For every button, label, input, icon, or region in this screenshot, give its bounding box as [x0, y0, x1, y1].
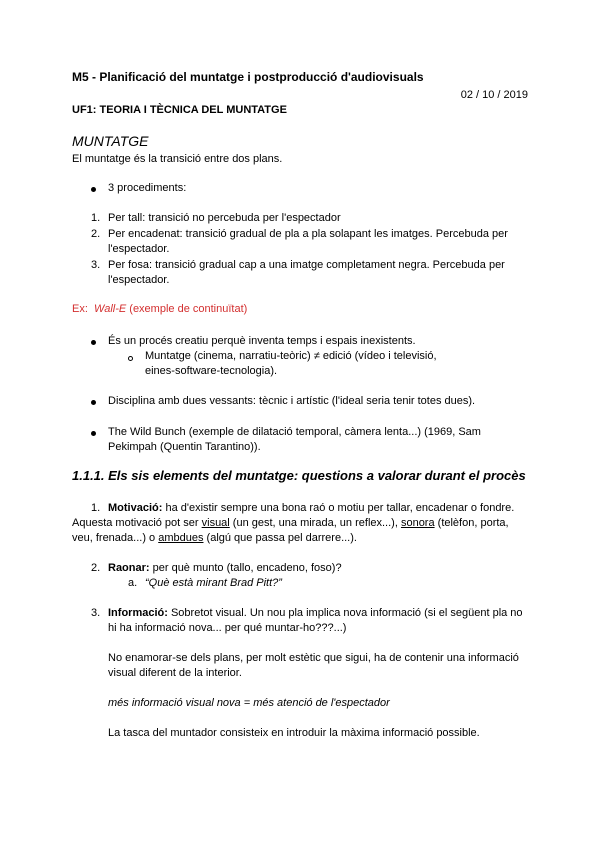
bullet-wild-bunch-continued: Pekimpah (Quentin Tarantino)).: [108, 441, 261, 453]
bullet-marker: [91, 340, 96, 345]
element-text: Aquesta motivació pot ser: [72, 517, 202, 529]
element-text: per què munto (tallo, encadeno, foso)?: [149, 562, 342, 574]
keyword-ambdues: ambdues: [158, 532, 204, 544]
informacio-formula: més informació visual nova = més atenció de l'espectador: [108, 697, 390, 709]
sub-bullet-muntatge-edicio: Muntatge (cinema, narratiu-teòric) ≠ edició (vídeo i televisió,: [145, 350, 437, 362]
document-date: 02 / 10 / 2019: [460, 89, 528, 101]
element-text: veu, frenada...) o: [72, 532, 159, 544]
element-text: Sobretot visual. Un nou pla implica nova informació (si el següent pla no: [167, 607, 523, 619]
list-item-continued: l'espectador.: [108, 243, 170, 255]
informacio-conclusion: La tasca del muntador consisteix en introduir la màxima informació possible.: [108, 727, 480, 739]
sub-item-quote: “Què està mirant Brad Pitt?”: [145, 577, 282, 589]
document-title: [72, 70, 424, 84]
course-code: M5: [72, 70, 89, 84]
element-text: (un gest, una mirada, un reflex...),: [229, 517, 401, 529]
list-item-number: 3.: [91, 259, 101, 271]
keyword-visual: visual: [201, 517, 230, 529]
list-item-continued: l'espectador.: [108, 274, 170, 286]
bullet-creative-process: És un procés creatiu perquè inventa temps i espais inexistents.: [108, 335, 416, 347]
definition-text: El muntatge és la transició entre dos plans.: [72, 153, 283, 165]
bullet-marker: [91, 400, 96, 405]
informacio-paragraph: No enamorar-se dels plans, per molt estètic que sigui, ha de contenir una informació: [108, 652, 519, 664]
list-item-number: 1.: [91, 212, 101, 224]
bullet-discipline: Disciplina amb dues vessants: tècnic i artístic (l'ideal seria tenir totes dues).: [108, 395, 476, 407]
unit-title: UF1: TEORIA I TÈCNICA DEL MUNTATGE: [72, 104, 287, 116]
sub-bullet-marker: [128, 356, 133, 361]
element-text: (algú que passa pel darrere...).: [203, 532, 357, 544]
element-text: (telèfon, porta,: [434, 517, 509, 529]
sub-item-letter: a.: [128, 577, 138, 589]
example-line: [72, 303, 247, 315]
element-number: 1.: [91, 502, 101, 514]
element-motivacio-line2: [72, 515, 509, 531]
subsection-heading: 1.1.1. Els sis elements del muntatge: questions a valorar durant el procès: [72, 468, 526, 483]
element-raonar: [108, 560, 342, 576]
element-motivacio-line3: [72, 530, 357, 546]
element-motivacio: [108, 500, 514, 516]
sub-bullet-continued: eines-software-tecnologia).: [145, 365, 278, 377]
keyword-sonora: sonora: [400, 517, 435, 529]
procediments-bullet: 3 procediments:: [108, 182, 187, 194]
element-label: Raonar:: [108, 562, 150, 574]
element-informacio-line2: hi ha informació nova... per qué muntar-ho???...): [108, 622, 347, 634]
example-note: (exemple de continuïtat): [126, 303, 248, 315]
example-prefix: Ex:: [72, 303, 95, 315]
course-title: - Planificació del muntatge i postproducció d'audiovisuals: [88, 70, 424, 84]
element-text: ha d'existir sempre una bona raó o motiu per tallar, encadenar o fondre.: [162, 502, 515, 514]
element-label: Informació:: [108, 607, 168, 619]
element-number: 2.: [91, 562, 101, 574]
list-item: Per fosa: transició gradual cap a una imatge completament negra. Percebuda per: [108, 259, 505, 271]
element-number: 3.: [91, 607, 101, 619]
example-film-title: Wall-E: [94, 303, 127, 315]
bullet-marker: [91, 431, 96, 436]
informacio-paragraph-continued: visual diferent de la interior.: [108, 667, 242, 679]
list-item: Per encadenat: transició gradual de pla a pla solapant les imatges. Percebuda per: [108, 228, 508, 240]
section-heading: MUNTATGE: [72, 133, 149, 149]
bullet-wild-bunch: The Wild Bunch (exemple de dilatació temporal, càmera lenta...) (1969, Sam: [108, 426, 481, 438]
element-label: Motivació:: [108, 502, 163, 514]
element-informacio: [108, 605, 523, 621]
bullet-marker: [91, 187, 96, 192]
list-item-number: 2.: [91, 228, 101, 240]
list-item: Per tall: transició no percebuda per l'espectador: [108, 212, 341, 224]
